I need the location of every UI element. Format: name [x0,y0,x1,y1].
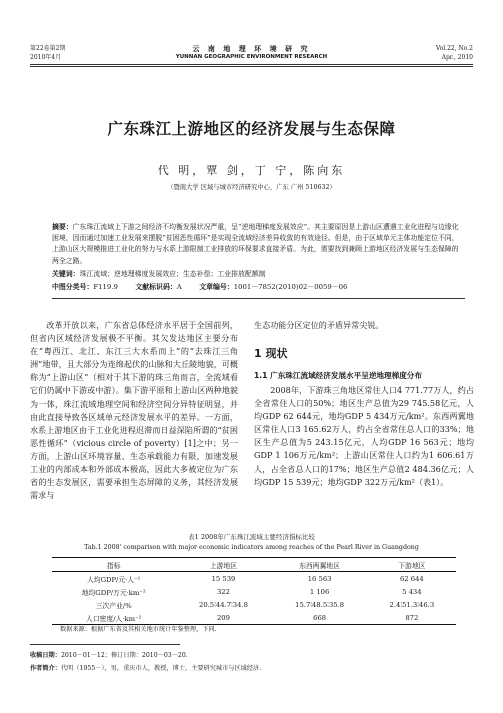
table-row [52,572,456,586]
author-bio-label: 作者简介： [30,665,61,672]
abstract-label: 摘要： [52,223,73,231]
author-affiliation: （暨南大学 区域与城市经济研究中心，广东 广州 510632） [167,184,336,191]
journal-name [0,44,503,62]
abstract-text: 广东珠江流域上下游之间经济不均衡发展状况严重，呈“逆地理梯度发展效应”。其主要原因是上游山区遭遇工业化进程与边缘化困境，因而通过加速工业发展来摆脱“贫困恶性循环”是实现全流域经济差异收敛的有效途径。但是，由于区域单元主体功能定位不同，上游山区大规模推进工业化的努力与水系上游限制工业排放的环保要求直接矛盾。为此，需要找到兼顾上游地区经济发展与生态保障的两全之路。 [52,223,459,265]
footnote-author [30,663,261,672]
journal-name-en: YUNNAN GEOGRAPHIC ENVIRONMENT RESEARCH [175,54,328,60]
table-cell: 209 [175,611,271,625]
keywords [52,269,465,280]
table-cell: 1 106 [309,587,330,596]
journal-volume: 第22卷第2期 [30,45,66,52]
table-cell: 三次产业/% [95,601,132,610]
doc-code-label: 文献标识码： [135,283,177,291]
header-rule [30,64,473,65]
table-cell: 15.7∶48.5∶35.8 [295,600,345,609]
article-no-label: 文章编号： [199,283,234,291]
table-header-row [52,558,456,572]
keywords-label: 关键词： [52,270,80,278]
table-header-cell: 东西两翼地区 [272,558,368,572]
table-header-cell: 上游地区 [175,558,271,572]
clc-value: F119.9 [93,283,118,291]
table-cell: 322 [216,587,230,596]
table-cell: 16 563 [307,574,332,583]
author-bio-value: 代明（1955－），男，重庆市人，教授，博士，主要研究城市与区域经济. [60,665,262,672]
indicator-table [52,557,456,625]
journal-volume-en: Vol.22, No.2 [435,45,473,52]
doc-code-value: A [176,283,182,291]
section-heading-1: 1 现状 [254,347,288,360]
table-caption-en: Tab.1 2008' comparison with major economic indicators among reaches of the Pearl River in Guangdong [84,544,419,551]
table-source-note: 数据来源：根据广东省及其相关地市统计年鉴整理，下同. [60,626,217,633]
body-right-paragraph: 2008年，下游珠三角地区常住人口4 771.77万人，约占全省常住人口的50%；地区生产总值为29 745.58亿元，人均GDP 62 644元，地均GDP 5 434万元/km²。东西两翼地区常住人口3 165.62万人，约占全省常住总人口的33%；地区生产总值为5 243.15亿元，人均GDP 16 563元；地均GDP 1 106万元/km²；上游山区常住人口约为1 606.61万人，占全省总人口的17%；地区生产总值2 484.36亿元；人均GDP 15 539元；地均GDP 322万元/km²（表1）。 [254,385,474,487]
received-label: 收稿日期： [30,652,61,659]
table-header-cell: 下游地区 [368,558,456,572]
table-row [52,585,456,598]
table-caption-cn: 表1 2008年广东珠江流域主要经济指标比较 [188,533,315,541]
footnote-rule [30,644,180,645]
abstract [52,222,465,267]
table-row [52,598,456,611]
clc-label: 中图分类号： [52,283,94,291]
table-row [52,611,456,625]
table-cell: 地均GDP/万元·km⁻² [81,588,146,597]
table-cell: 62 644 [399,574,424,583]
table-cell: 668 [272,611,368,625]
table-cell: 872 [368,611,456,625]
journal-date-en: Apr., 2010 [441,54,473,61]
table-cell: 人均GDP/元·人⁻¹ [87,575,141,584]
table-cell: 5 434 [402,587,422,596]
body-right-top: 生态功能分区定位的矛盾异常尖锐。 [254,320,384,330]
journal-issue-info-en [436,44,473,62]
journal-date: 2010年4月 [30,54,62,61]
received-value: 2010－01－12；修订日期：2010－03－20. [60,652,188,659]
journal-name-cn: 云 南 地 理 环 境 研 究 [192,44,311,53]
classification-line [52,281,347,291]
table-cell: 20.5∶44.7∶34.8 [199,600,248,609]
table-cell: 15 539 [211,574,236,583]
table-cell: 人口密度/人·km⁻² [52,611,175,625]
table-header-cell: 指标 [52,558,175,572]
header-rule-thin [30,66,473,67]
keywords-text: 珠江流域；逆地理梯度发展效应；生态补偿；工业排放配额制 [79,270,266,278]
abstract-rule [52,298,465,299]
article-no-value: 1001－7852(2010)02－0059－06 [233,283,348,291]
table-cell: 2.4∶51.3∶46.3 [389,600,435,609]
article-title: 广东珠江上游地区的经济发展与生态保障 [107,120,396,138]
body-left-column: 改革开放以来，广东省总体经济水平居于全国前列，但省内区域经济发展极不平衡。其欠发达地区主要分布在“粤西江、北江、东江三大水系而上”的“去珠江三角洲”地带，且大部分为连绵起伏的山脉和大丘陵地貌，可概称为“上游山区”（相对于其下游的珠三角而言，全流域看它们仍属中下游或中游）。集下游平原和上游山区两种地貌为一体，珠江流域地理空间和经济空间分异特征明显，并由此直接导致各区域单元经济发展水平的差异。一方面，水系上游地区由于工业化进程迟滞而日益深陷所谓的“贫困恶性循环”（vicious circle of poverty）[1]之中；另一方面，上游山区环境容量、生态承载能力有限，加速发展工业的内部成本和外部成本极高，因此大多被定位为广东省的生态发展区，需要承担生态屏障的义务，其经济发展需求与 [30,320,238,501]
section-heading-1-1: 1.1 广东珠江流域经济发展水平呈逆地理梯度分布 [254,371,422,380]
footnote-received [30,650,188,659]
article-authors: 代 明，覃 剑，丁 宁，陈向东 [157,164,346,177]
